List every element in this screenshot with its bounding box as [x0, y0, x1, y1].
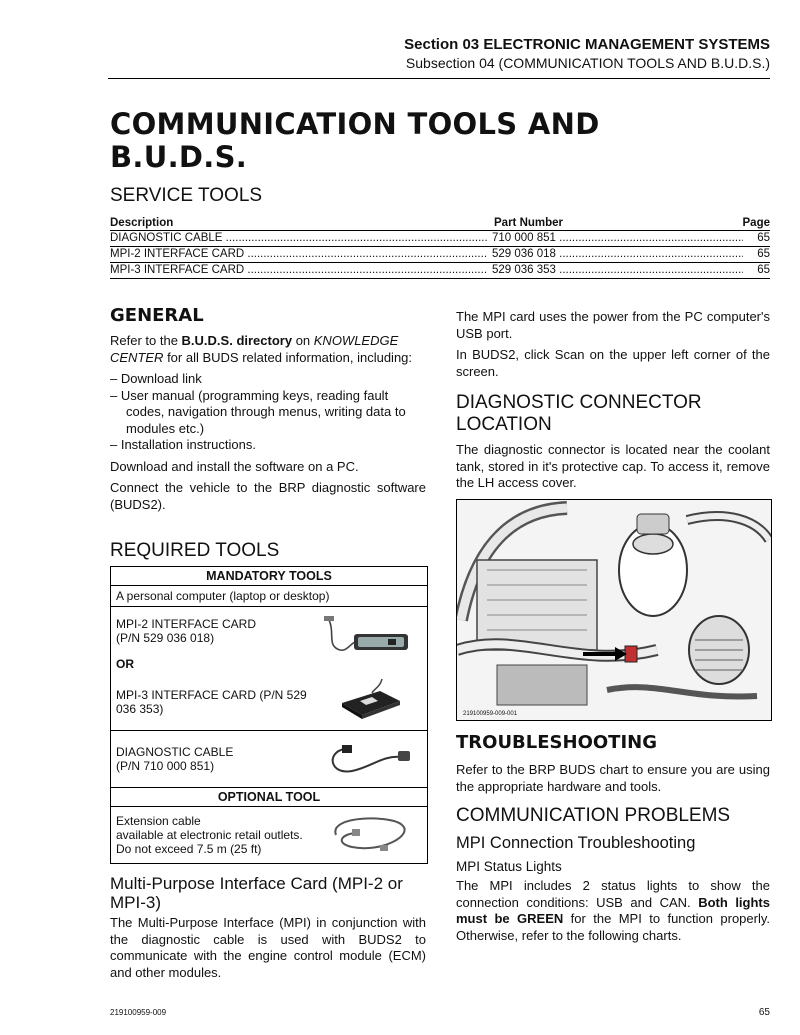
- col-description: Description: [110, 216, 488, 231]
- col-page: Page: [742, 217, 770, 229]
- mpi-heading: Multi-Purpose Interface Card (MPI-2 or MPI-3): [110, 874, 403, 912]
- extension-cable-label: Extension cable available at electronic retail outlets. Do not exceed 7.5 m (25 ft): [111, 807, 318, 864]
- right-column-top: [456, 309, 770, 497]
- general-intro: Refer to the B.U.D.S. directory on KNOWLEDGE CENTER for all BUDS related information, including:: [110, 333, 413, 365]
- diag-connector-paragraph: The diagnostic connector is located near the coolant tank, stored in it's protective cap. To access it, remove the LH access cover.: [456, 442, 770, 490]
- required-tools-table: [110, 566, 428, 864]
- footer-doc-id: 219100959-009: [110, 1008, 167, 1017]
- mandatory-tools-header: MANDATORY TOOLS: [111, 567, 428, 586]
- troubleshooting-heading: TROUBLESHOOTING: [456, 732, 657, 753]
- mpi2-label: MPI-2 INTERFACE CARD (P/N 529 036 018): [111, 607, 318, 656]
- section-title: Section 03 ELECTRONIC MANAGEMENT SYSTEMS: [404, 36, 770, 53]
- col-part-number: Part Number: [488, 216, 743, 231]
- page-number: 65: [758, 1007, 770, 1018]
- tool-page: 65: [743, 263, 771, 279]
- page-header: [404, 36, 770, 72]
- pc-requirement: A personal computer (laptop or desktop): [111, 586, 428, 607]
- or-label: OR: [111, 655, 318, 673]
- mpi-conn-heading: MPI Connection Troubleshooting: [456, 834, 696, 852]
- troubleshooting-paragraph: Refer to the BRP BUDS chart to ensure you are using the appropriate hardware and tools.: [456, 762, 770, 794]
- general-section: [110, 305, 426, 518]
- general-heading: GENERAL: [110, 305, 204, 326]
- general-p3: Connect the vehicle to the BRP diagnostic software (BUDS2).: [110, 480, 426, 512]
- comm-problems-heading: COMMUNICATION PROBLEMS: [456, 805, 731, 826]
- tool-desc: MPI-3 INTERFACE CARD: [110, 264, 245, 276]
- mpi-power-paragraph: The MPI card uses the power from the PC computer's USB port.: [456, 309, 770, 341]
- tool-part: 710 000 851: [492, 232, 556, 244]
- tool-page: 65: [743, 231, 771, 247]
- figure-id: 219100959-009-001: [463, 711, 518, 717]
- list-item: – User manual (programming keys, reading fault codes, navigation through menus, writing data to modules etc.): [110, 388, 426, 438]
- required-tools-heading: REQUIRED TOOLS: [110, 540, 280, 561]
- subsection-title: Subsection 04 (COMMUNICATION TOOLS AND B.U.D.S.): [405, 55, 770, 71]
- diag-connector-heading: DIAGNOSTIC CONNECTOR LOCATION: [456, 392, 702, 435]
- extension-cable-image: [317, 807, 428, 864]
- table-row: [110, 231, 770, 247]
- tool-desc: MPI-2 INTERFACE CARD: [110, 248, 245, 260]
- header-rule: [108, 78, 770, 79]
- optional-tool-header: OPTIONAL TOOL: [111, 788, 428, 807]
- tool-page: 65: [743, 247, 771, 263]
- right-column-bottom: [456, 732, 770, 949]
- list-item: – Download link: [110, 371, 426, 388]
- engine-bay-figure: [456, 499, 772, 721]
- table-row: [110, 247, 770, 263]
- page-title-line2: B.U.D.S.: [110, 140, 248, 174]
- mpi-paragraph: The Multi-Purpose Interface (MPI) in conjunction with the diagnostic cable is used with BUDS2 to communicate with the engine control module (ECM) and other modules.: [110, 915, 426, 980]
- mpi-section: [110, 874, 426, 986]
- general-bullet-list: [110, 371, 426, 454]
- diag-cable-image: [317, 731, 428, 788]
- buds-scan-paragraph: In BUDS2, click Scan on the upper left corner of the screen.: [456, 347, 770, 379]
- page-title: [110, 108, 730, 174]
- status-lights-paragraph: The MPI includes 2 status lights to show the connection conditions: USB and CAN. Both lights must be GREEN for the MPI to function properly. Otherwise, refer to the following charts.: [456, 878, 771, 943]
- status-lights-heading: MPI Status Lights: [456, 859, 562, 874]
- page-title-line1: COMMUNICATION TOOLS AND: [110, 107, 600, 141]
- diag-cable-label: DIAGNOSTIC CABLE (P/N 710 000 851): [111, 731, 318, 788]
- mpi3-label: MPI-3 INTERFACE CARD (P/N 529 036 353): [111, 673, 318, 731]
- tool-desc: DIAGNOSTIC CABLE: [110, 232, 223, 244]
- engine-illustration: [457, 500, 771, 720]
- tool-part: 529 036 018: [492, 248, 556, 260]
- general-p2: Download and install the software on a PC.: [110, 458, 359, 474]
- mpi3-card-image: [317, 673, 428, 731]
- mpi2-card-image: [317, 607, 428, 674]
- table-row: [110, 263, 770, 279]
- tool-part: 529 036 353: [492, 264, 556, 276]
- service-tools-heading: SERVICE TOOLS: [110, 185, 263, 206]
- service-tools-table: [110, 216, 770, 279]
- list-item: – Installation instructions.: [110, 437, 426, 454]
